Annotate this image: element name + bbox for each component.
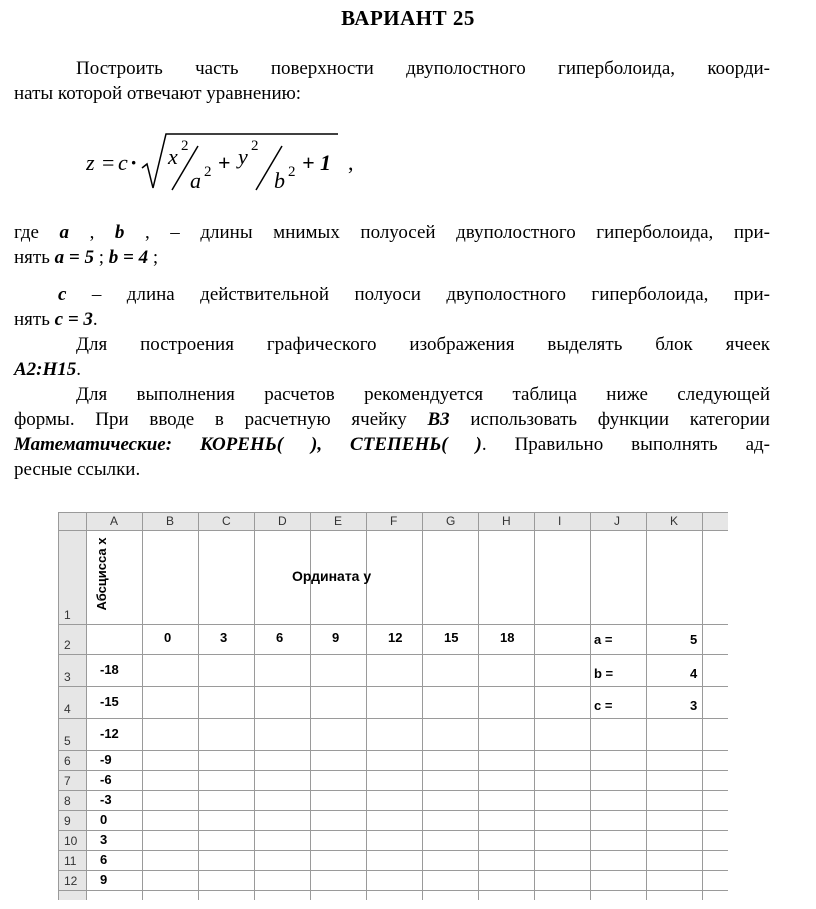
intro-paragraph — [14, 56, 770, 106]
param-label-0: a = — [594, 632, 613, 647]
row-header-2: 2 — [64, 638, 71, 652]
calc-paragraph — [14, 382, 770, 482]
formula-y-exp: 2 — [251, 138, 259, 154]
formula-a-exp: 2 — [204, 164, 212, 180]
y-value-6: 18 — [500, 630, 515, 645]
row-header-5: 5 — [64, 734, 71, 748]
formula-x-exp: 2 — [181, 138, 189, 154]
formula-b: b — [274, 168, 285, 193]
formula-plus-one: + 1 — [302, 150, 332, 175]
intro-line-1: Построить часть поверхности двуполостного гиперболоида, коорди- — [76, 58, 770, 79]
row-header-9: 9 — [64, 814, 71, 828]
y-value-2: 6 — [276, 630, 284, 645]
row-header-4: 4 — [64, 702, 71, 716]
column-header-k: K — [670, 514, 679, 528]
where-line-1: где a , b , – длины мнимых полуосей двуполостного гиперболоида, при- — [14, 222, 770, 243]
column-header-i: I — [558, 514, 562, 528]
x-value-1: -15 — [100, 694, 119, 709]
column-header-b: B — [166, 514, 175, 528]
spreadsheet — [58, 512, 728, 900]
row-header-7: 7 — [64, 774, 71, 788]
row-header-12: 12 — [64, 874, 78, 888]
param-label-1: b = — [594, 666, 614, 681]
block-paragraph — [14, 332, 770, 382]
row-header-6: 6 — [64, 754, 71, 768]
calc-line-1: Для выполнения расчетов рекомендуется таблица ниже следующей — [76, 384, 770, 405]
column-header-c: C — [222, 514, 231, 528]
x-value-7: 3 — [100, 832, 108, 847]
calc-line-2: формы. При вводе в расчетную ячейку B3 использовать функции категории — [14, 409, 770, 430]
param-label-2: c = — [594, 698, 613, 713]
param-value-1: 4 — [690, 666, 698, 681]
formula-b-exp: 2 — [288, 164, 296, 180]
row-header-11: 11 — [64, 854, 77, 868]
formula-comma: , — [348, 150, 354, 175]
x-value-4: -6 — [100, 772, 112, 787]
column-header-h: H — [502, 514, 511, 528]
formula-dot: · — [130, 150, 138, 175]
y-value-0: 0 — [164, 630, 172, 645]
x-value-9: 9 — [100, 872, 108, 887]
block-line-1: Для построения графического изображения выделять блок ячеек — [76, 334, 770, 355]
x-value-3: -9 — [100, 752, 112, 767]
hyperboloid-formula — [86, 128, 386, 198]
y-value-1: 3 — [220, 630, 228, 645]
column-header-f: F — [390, 514, 398, 528]
intro-line-2: наты которой отвечают уравнению: — [14, 83, 302, 104]
cell-b1-ordinate-label: Ордината у — [292, 568, 372, 584]
c-paragraph — [14, 282, 770, 332]
x-value-5: -3 — [100, 792, 112, 807]
c-line-2: нять c = 3. — [14, 309, 98, 330]
cell-a1-abscissa-label: Абсцисса х — [94, 537, 109, 611]
formula-c: c — [118, 150, 128, 175]
spreadsheet-grid — [58, 512, 728, 900]
x-value-6: 0 — [100, 812, 108, 827]
row-header-3: 3 — [64, 670, 71, 684]
y-value-3: 9 — [332, 630, 340, 645]
where-paragraph — [14, 220, 770, 270]
x-value-8: 6 — [100, 852, 108, 867]
formula-equals: = — [102, 150, 115, 175]
block-line-2: A2:H15. — [14, 359, 82, 380]
column-header-a: A — [110, 514, 119, 528]
column-header-d: D — [278, 514, 287, 528]
formula-a: a — [190, 168, 201, 193]
page-title: ВАРИАНТ 25 — [341, 6, 475, 30]
calc-line-4: ресные ссылки. — [14, 459, 141, 480]
column-header-g: G — [446, 514, 456, 528]
y-value-5: 15 — [444, 630, 459, 645]
x-value-0: -18 — [100, 662, 119, 677]
row-header-10: 10 — [64, 834, 78, 848]
calc-line-3: Математические: КОРЕНЬ( ), СТЕПЕНЬ( ). Правильно выполнять ад- — [14, 434, 771, 455]
y-value-4: 12 — [388, 630, 403, 645]
formula-y: y — [238, 144, 248, 169]
formula-z: z — [86, 150, 95, 175]
c-line-1: c – длина действительной полуоси двуполостного гиперболоида, при- — [58, 284, 770, 305]
where-line-2: нять a = 5 ; b = 4 ; — [14, 247, 159, 268]
row-header-8: 8 — [64, 794, 71, 808]
formula-x: x — [168, 144, 178, 169]
param-value-2: 3 — [690, 698, 698, 713]
row-header-1: 1 — [64, 608, 71, 622]
column-header-e: E — [334, 514, 343, 528]
x-value-2: -12 — [100, 726, 119, 741]
param-value-0: 5 — [690, 632, 698, 647]
formula-plus: + — [218, 150, 231, 175]
column-header-j: J — [614, 514, 620, 528]
